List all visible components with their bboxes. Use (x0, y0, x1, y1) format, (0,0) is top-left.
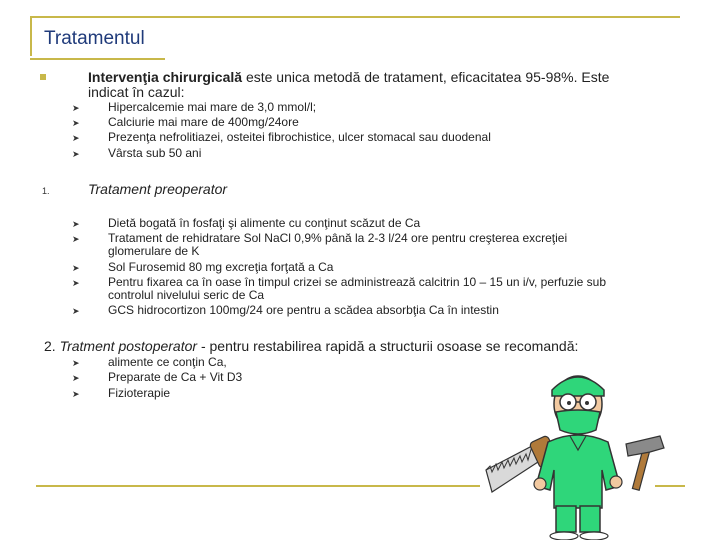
intro-rest: este unica metodă de tratament, eficacitatea 95-98%. Este (242, 69, 610, 85)
frame-top-rule (30, 16, 680, 18)
arrow-bullet-icon: ➤ (72, 103, 80, 113)
indication-item: Calciurie mai mare de 400mg/24ore (108, 115, 299, 129)
postop-item: Preparate de Ca + Vit D3 (108, 370, 243, 384)
arrow-bullet-icon: ➤ (72, 133, 80, 143)
intro-bold: Intervenţia chirurgicală (88, 69, 243, 85)
preop-item: Pentru fixarea ca în oase în timpul crizei se administrează calcitrin 10 – 15 un i/v, perfuzie sub (108, 275, 607, 289)
arrow-bullet-icon: ➤ (72, 278, 80, 288)
postop-rest: - pentru restabilirea rapidă a structurii osoase se recomandă: (197, 338, 579, 354)
arrow-bullet-icon: ➤ (72, 306, 80, 316)
indication-item: Vârsta sub 50 ani (108, 146, 202, 160)
postop-prefix: 2. (44, 338, 60, 354)
arrow-bullet-icon: ➤ (72, 118, 80, 128)
arrow-bullet-icon: ➤ (72, 149, 80, 159)
square-bullet-icon (40, 74, 46, 80)
surgeon-figure (534, 376, 622, 540)
arrow-bullet-icon: ➤ (72, 234, 80, 244)
title-underline (30, 58, 165, 60)
preop-item: Dietă bogată în fosfaţi şi alimente cu conţinut scăzut de Ca (108, 216, 421, 230)
intro-line-2: indicat în cazul: (88, 84, 185, 100)
preop-item: GCS hidrocortizon 100mg/24 ore pentru a scădea absorbţia Ca în intestin (108, 303, 499, 317)
slide-title: Tratamentul (44, 28, 145, 49)
intro-line-1 (88, 69, 609, 85)
preop-item-cont: controlul nivelului seric de Ca (108, 288, 265, 302)
section-number: 1. (42, 186, 50, 196)
hammer-icon (626, 436, 664, 490)
arrow-bullet-icon: ➤ (72, 219, 80, 229)
preop-item: Sol Furosemid 80 mg excreţia forţată a Ca (108, 260, 334, 274)
postop-heading: Tratment postoperator (59, 338, 198, 354)
postop-item: alimente ce conţin Ca, (108, 355, 227, 369)
postop-item: Fizioterapie (108, 386, 171, 400)
preop-item: Tratament de rehidratare Sol NaCl 0,9% până la 2-3 l/24 ore pentru creşterea excreţiei (108, 231, 568, 245)
preop-heading: Tratament preoperator (88, 181, 228, 197)
arrow-bullet-icon: ➤ (72, 358, 80, 368)
indication-item: Prezenţa nefrolitiazei, osteitei fibrochistice, ulcer stomacal sau duodenal (108, 130, 491, 144)
frame-left-rule (30, 16, 32, 56)
surgeon-with-tools-illustration (478, 358, 678, 540)
arrow-bullet-icon: ➤ (72, 389, 80, 399)
postop-heading-line (44, 338, 578, 354)
arrow-bullet-icon: ➤ (72, 263, 80, 273)
indication-item: Hipercalcemie mai mare de 3,0 mmol/l; (108, 100, 317, 114)
preop-item-cont: glomerulare de K (108, 244, 200, 258)
arrow-bullet-icon: ➤ (72, 373, 80, 383)
bottom-rule-left (36, 485, 480, 487)
